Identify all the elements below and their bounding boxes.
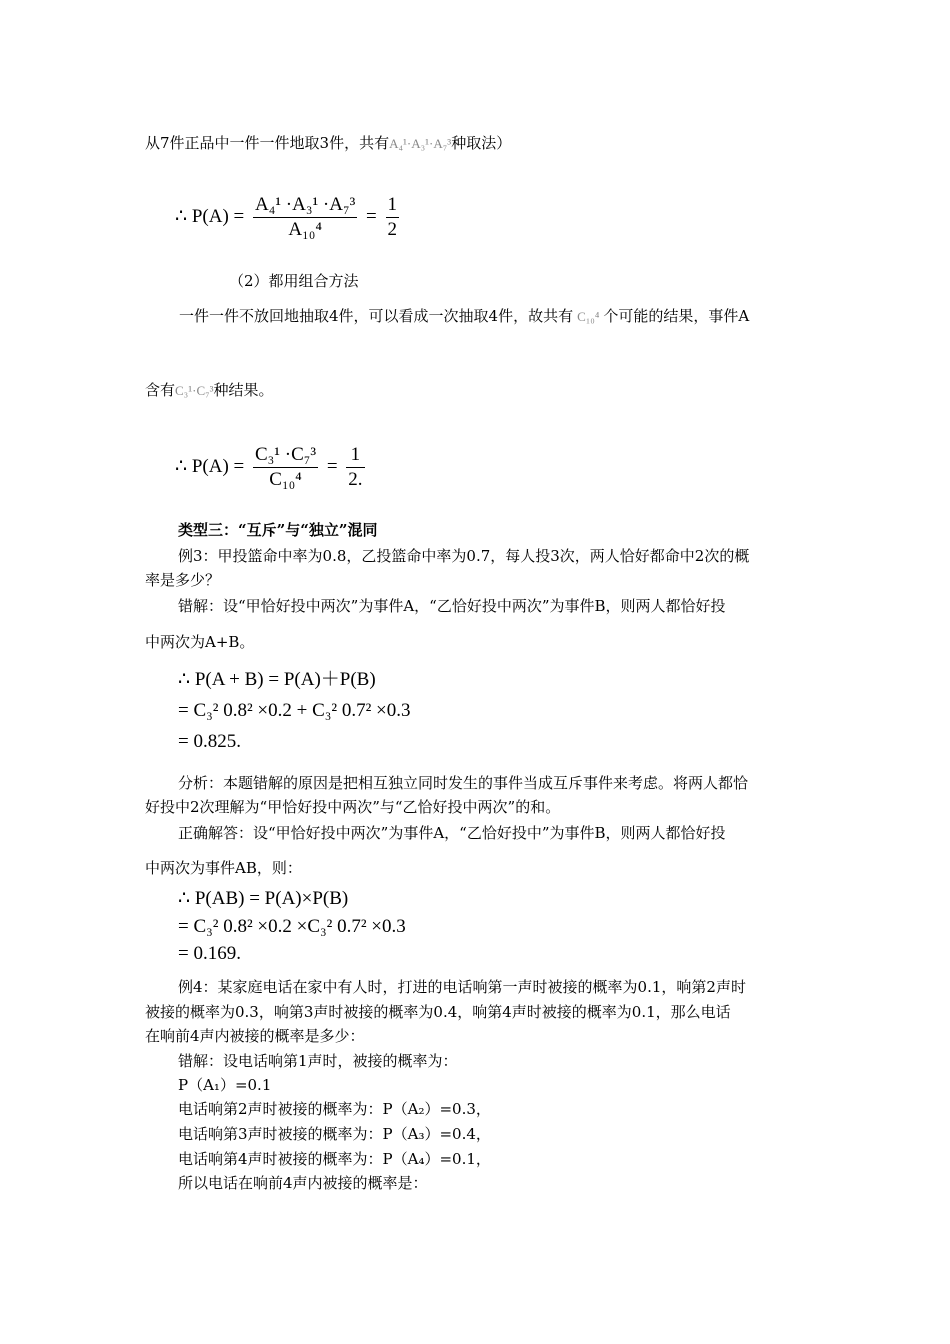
example-3-line-2: 率是多少？ <box>145 571 221 589</box>
result-denominator: 2. <box>348 469 363 491</box>
line-text: 从7件正品中一件一件地取3件，共有 <box>145 134 390 152</box>
sub-heading: （2）都用组合方法 <box>229 272 359 290</box>
formula-line: = 0.169. <box>178 943 241 964</box>
wrong-solution-4-line: 错解：设电话响第1声时，被接的概率为： <box>178 1052 458 1070</box>
result-fraction <box>346 443 364 492</box>
result-numerator: 1 <box>386 193 400 218</box>
equals-sign: = <box>326 456 338 477</box>
result-numerator: 1 <box>346 443 364 468</box>
fraction-denominator: C₁₀⁴ <box>269 469 302 491</box>
section-title: 类型三：“互斥”与“独立”混同 <box>178 521 378 539</box>
wrong-solution-4-line: 电话响第2声时被接的概率为：P（A₂）=0.3， <box>178 1100 491 1118</box>
line-suffix: 种结果。 <box>213 381 274 399</box>
fraction-numerator: A₄¹ ·A₃¹ ·A₇³ <box>253 193 357 218</box>
text-line <box>145 133 511 154</box>
wrong-solution-line-2: 中两次为A+B。 <box>145 633 255 651</box>
analysis-line-1: 分析：本题错解的原因是把相互独立同时发生的事件当成互斥事件来考虑。将两人都恰 <box>178 774 749 792</box>
example-4-line-1: 例4：某家庭电话在家中有人时，打进的电话响第一声时被接的概率为0.1，响第2声时 <box>178 978 746 996</box>
formula-probability-2 <box>175 442 369 492</box>
fraction <box>253 193 357 242</box>
line-suffix: 种取法） <box>451 134 512 152</box>
example-4-line-2: 被接的概率为0.3，响第3声时被接的概率为0.4，响第4声时被接的概率为0.1，那么电话 <box>145 1003 731 1021</box>
formula-line: = C₃² 0.8² ×0.2 ×C₃² 0.7² ×0.3 <box>178 916 406 937</box>
text-line <box>145 380 274 401</box>
permutation-expression: A₄¹·A₃¹·A₇³ <box>389 136 452 151</box>
result-fraction <box>386 193 400 242</box>
combination-expression: C₃¹·C₇³ <box>175 383 214 398</box>
line-prefix: 含有 <box>145 381 176 399</box>
fraction <box>253 443 318 492</box>
formula-line: = C₃² 0.8² ×0.2 + C₃² 0.7² ×0.3 <box>178 700 411 721</box>
example-3-line-1: 例3：甲投篮命中率为0.8，乙投篮命中率为0.7，每人投3次，两人恰好都命中2次的概 <box>178 547 750 565</box>
result-denominator: 2 <box>387 219 397 241</box>
fraction-denominator: A₁₀⁴ <box>288 219 322 241</box>
example-4-line-3: 在响前4声内被接的概率是多少： <box>145 1027 365 1045</box>
formula-lhs: ∴ P(A) = <box>175 206 245 227</box>
wrong-solution-4-line: 电话响第4声时被接的概率为：P（A₄）=0.1， <box>178 1150 491 1168</box>
analysis-line-2: 好投中2次理解为“甲恰好投中两次”与“乙恰好投中两次”的和。 <box>145 798 561 816</box>
formula-line: ∴ P(A + B) = P(A)＋P(B) <box>178 669 376 690</box>
formula-probability-1 <box>175 192 403 242</box>
formula-lhs: ∴ P(A) = <box>175 456 245 477</box>
line-suffix: 个可能的结果，事件A <box>603 307 750 325</box>
formula-line: ∴ P(AB) = P(A)×P(B) <box>178 888 349 909</box>
correct-solution-line-1: 正确解答：设“甲恰好投中两次”为事件A，“乙恰好投中”为事件B，则两人都恰好投 <box>178 824 726 842</box>
wrong-solution-4-line: 电话响第3声时被接的概率为：P（A₃）=0.4， <box>178 1125 491 1143</box>
wrong-solution-4-line: 所以电话在响前4声内被接的概率是： <box>178 1174 428 1192</box>
correct-solution-line-2: 中两次为事件AB，则： <box>145 859 302 877</box>
text-line <box>179 306 749 327</box>
wrong-solution-line-1: 错解：设“甲恰好投中两次”为事件A，“乙恰好投中两次”为事件B，则两人都恰好投 <box>178 597 726 615</box>
line-text: 一件一件不放回地抽取4件，可以看成一次抽取4件，故共有 <box>179 307 574 325</box>
formula-line: = 0.825. <box>178 731 241 752</box>
equals-sign: = <box>366 206 377 227</box>
combination-expression: C₁₀⁴ <box>577 309 600 324</box>
wrong-solution-4-line: P（A₁）=0.1 <box>178 1076 272 1094</box>
fraction-numerator: C₃¹ ·C₇³ <box>253 443 318 468</box>
